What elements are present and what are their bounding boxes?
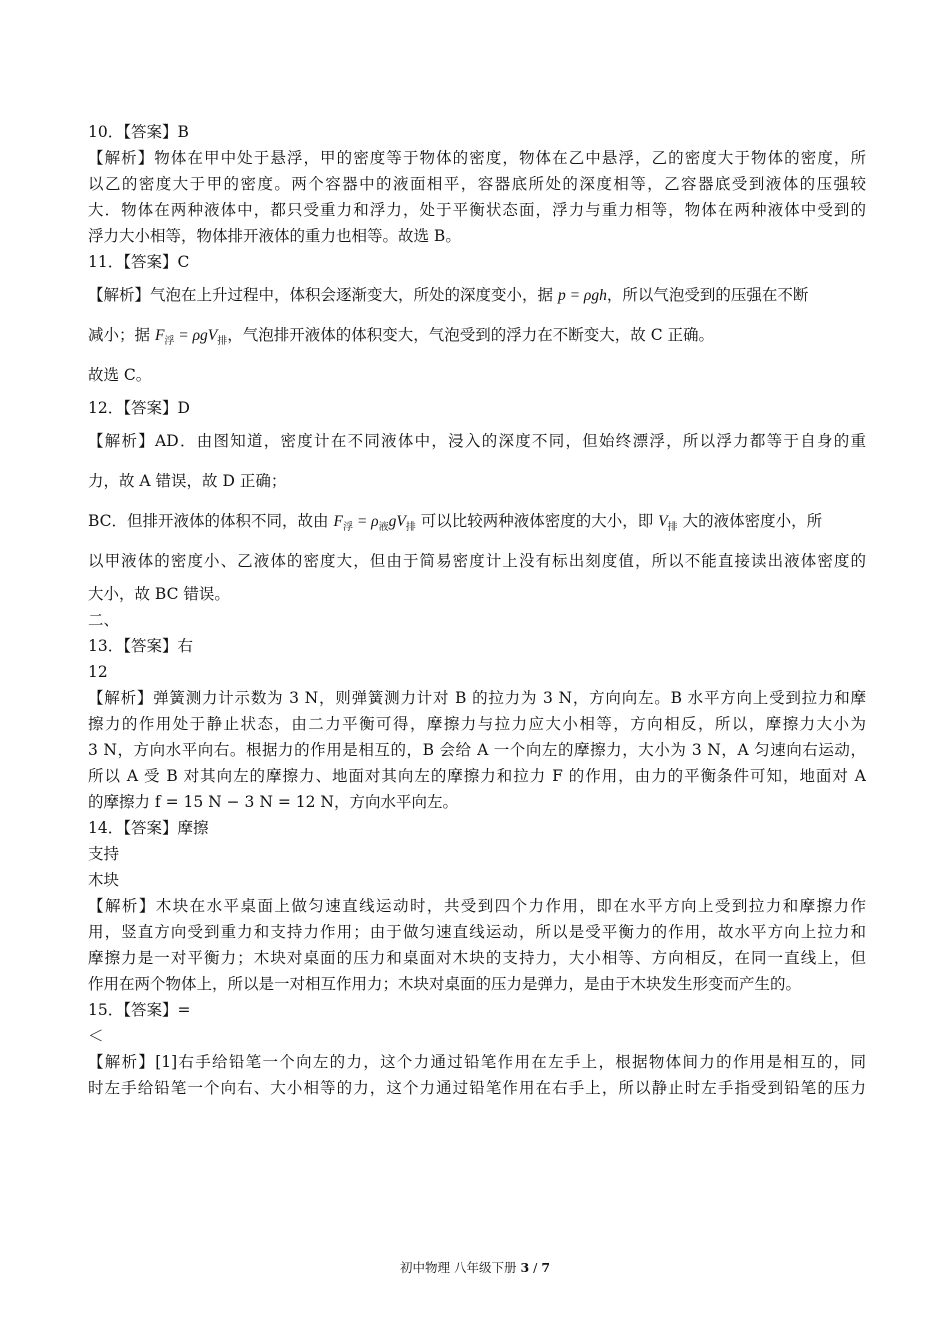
displaced-volume: $V_排$ — [658, 513, 678, 533]
q12-analysis-line-5: 大小，故 BC 错误。 — [88, 585, 230, 603]
q12-analysis-line-4: 以甲液体的密度小、乙液体的密度大，但由于简易密度计上没有标出刻度值，所以不能直接读出液体密度的 — [88, 552, 866, 570]
q11-analysis-line-1: 【解析】气泡在上升过程中，体积会逐渐变大，所处的深度变小，据 p = ρgh，所以气泡受到的压强在不断 — [88, 286, 809, 304]
q13-answer-2: 12 — [88, 663, 108, 681]
q15-analysis-line: 【解析】[1]右手给铅笔一个向左的力，这个力通过铅笔作用在左手上，根据物体间力的作用是相互的，同 — [88, 1053, 866, 1071]
q15-analysis-line: 时左手给铅笔一个向右、大小相等的力，这个力通过铅笔作用在右手上，所以静止时左手指受到铅笔的压力 — [88, 1079, 866, 1097]
footer-page-total: 7 — [541, 1260, 551, 1275]
q11-analysis-line-3: 故选 C。 — [88, 366, 152, 384]
q13-analysis-line: 擦力的作用处于静止状态，由二力平衡可得，摩擦力与拉力应大小相等，方向相反，所以，摩擦力大小为 — [88, 715, 866, 733]
q12-analysis-line-3: BC．但排开液体的体积不同，故由 $F_浮 = \rho_液gV_排$ 可以比较两种液体密度的大小，即 $V_排$ 大的液体密度小，所 — [88, 512, 823, 533]
answer-content — [88, 119, 866, 1101]
q10-analysis-line: 以乙的密度大于甲的密度。两个容器中的液面相平，容器底所处的深度相等，乙容器底受到液体的压强较 — [88, 175, 866, 193]
q11-answer: 11．【答案】C — [88, 253, 190, 271]
q14-answer-3: 木块 — [88, 871, 120, 889]
q14-answer-2: 支持 — [88, 845, 120, 863]
footer-subject: 初中物理 八年级下册 — [399, 1260, 521, 1275]
q13-answer: 13．【答案】右 — [88, 637, 193, 655]
buoyancy-formula: $F_浮 = \rho gV_排$ — [154, 327, 228, 347]
q14-analysis-line: 摩擦力是一对平衡力；木块对桌面的压力和桌面对木块的支持力，大小相等、方向相反，在同一直线上，但 — [88, 949, 866, 967]
q13-analysis-line: 的摩擦力 f = 15 N − 3 N = 12 N，方向水平向左。 — [88, 793, 458, 811]
q14-answer: 14．【答案】摩擦 — [88, 819, 209, 837]
footer-separator: / — [529, 1260, 542, 1275]
q14-analysis-line: 作用在两个物体上，所以是一对相互作用力；木块对桌面的压力是弹力，是由于木块发生形变而产生的。 — [88, 975, 802, 993]
q15-answer-2: ＜ — [88, 1027, 104, 1045]
q10-analysis-line: 大．物体在两种液体中，都只受重力和浮力，处于平衡状态面，浮力与重力相等，物体在两种液体中受到的 — [88, 201, 866, 219]
q10-answer: 10．【答案】B — [88, 123, 189, 141]
footer-page-number: 3 — [520, 1260, 530, 1275]
q13-analysis-line: 所以 A 受 B 对其向左的摩擦力、地面对其向左的摩擦力和拉力 F 的作用，由力的平衡条件可知，地面对 A — [88, 767, 866, 785]
section-heading: 二、 — [88, 611, 120, 629]
q15-answer: 15．【答案】= — [88, 1001, 191, 1019]
q14-analysis-line: 【解析】木块在水平桌面上做匀速直线运动时，共受到四个力作用，即在水平方向上受到拉力和摩擦力作 — [88, 897, 866, 915]
q11-analysis-line-2: 减小；据 $F_浮 = \rho gV_排$，气泡排开液体的体积变大，气泡受到的浮力在不断变大，故 C 正确。 — [88, 326, 714, 347]
q12-analysis-line-1: 【解析】AD．由图知道，密度计在不同液体中，浸入的深度不同，但始终漂浮，所以浮力都等于自身的重 — [88, 432, 866, 450]
q12-analysis-line-2: 力，故 A 错误，故 D 正确； — [88, 472, 287, 490]
q10-analysis-line: 浮力大小相等，物体排开液体的重力也相等。故选 B。 — [88, 227, 461, 245]
q13-analysis-line: 【解析】弹簧测力计示数为 3 N，则弹簧测力计对 B 的拉力为 3 N，方向向左。B 水平方向上受到拉力和摩 — [88, 689, 866, 707]
q12-answer: 12．【答案】D — [88, 399, 190, 417]
q13-analysis-line: 3 N，方向水平向右。根据力的作用是相互的，B 会给 A 一个向左的摩擦力，大小为 3 N，A 匀速向右运动， — [88, 741, 866, 759]
buoyancy-formula: $F_浮 = \rho_液gV_排$ — [333, 513, 416, 533]
q10-analysis-line: 【解析】物体在甲中处于悬浮，甲的密度等于物体的密度，物体在乙中悬浮，乙的密度大于物体的密度，所 — [88, 149, 866, 167]
q14-analysis-line: 用，竖直方向受到重力和支持力作用；由于做匀速直线运动，所以是受平衡力的作用，故水平方向上拉力和 — [88, 923, 866, 941]
page-footer — [0, 1258, 950, 1276]
pressure-formula: p = ρgh — [557, 287, 607, 304]
